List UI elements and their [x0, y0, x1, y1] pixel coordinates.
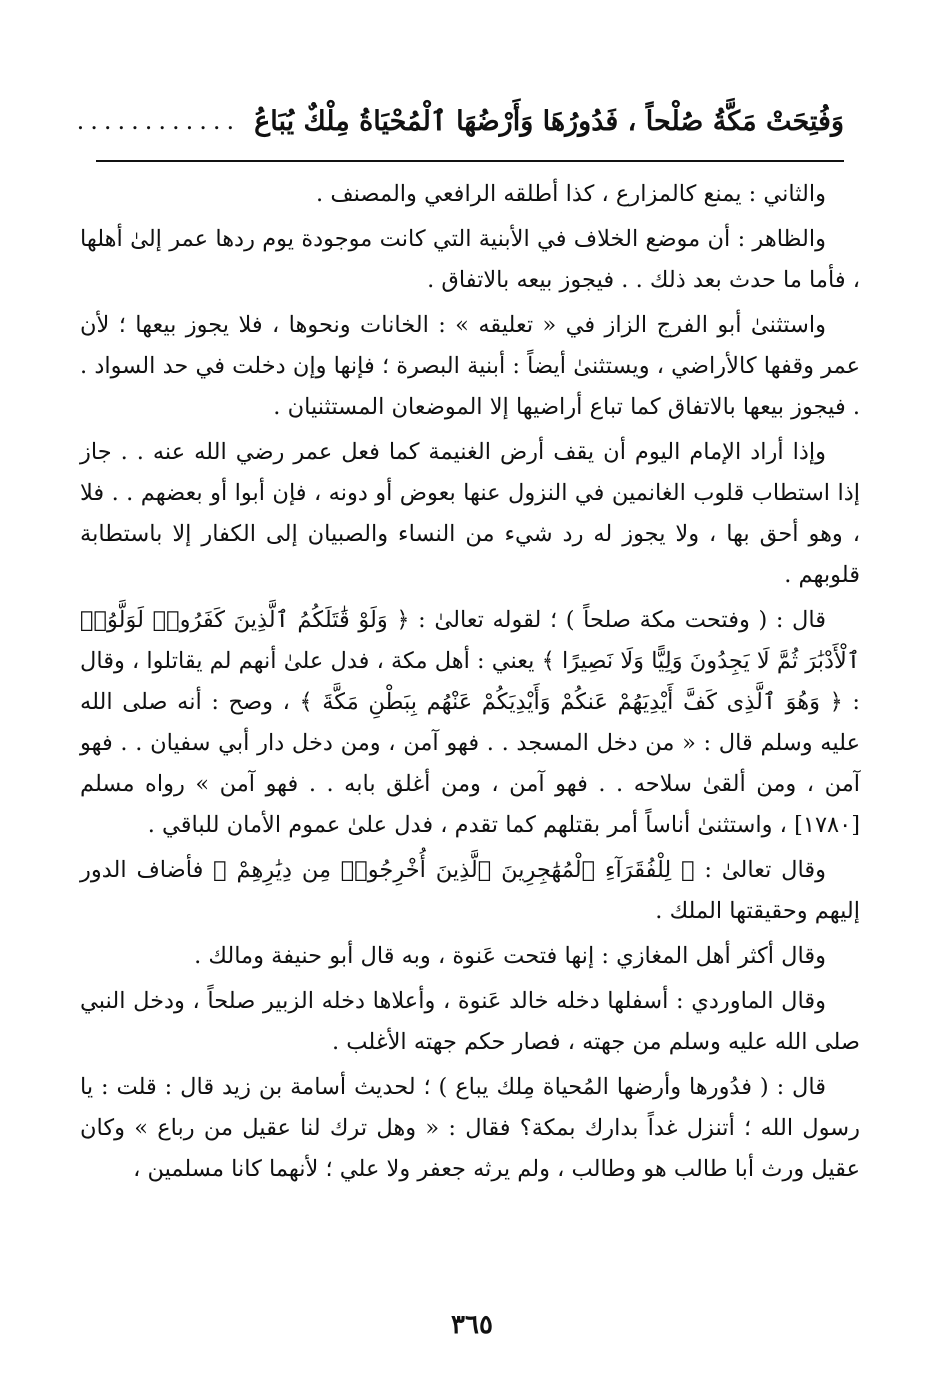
paragraph: [80, 936, 860, 977]
running-header: [76, 96, 844, 146]
paragraph-text: والثاني : يمنع كالمزارع ، كذا أطلقه الرافعي والمصنف .: [316, 181, 826, 207]
paragraph: [80, 1067, 860, 1190]
paragraph-text: والظاهر : أن موضع الخلاف في الأبنية التي كانت موجودة يوم ردها عمر إلىٰ أهلها ، فأما ما حدث بعد ذلك . . فيجوز بيعه بالاتفاق .: [80, 226, 860, 293]
paragraph-text: واستثنىٰ أبو الفرج الزاز في « تعليقه » : الخانات ونحوها ، فلا يجوز بيعها ؛ لأن عمر وقفها كالأراضي ، ويستثنىٰ أيضاً : أبنية البصرة ؛ فإنها وإن دخلت في حد السواد . . فيجوز بيعها بالاتفاق كما تباع أراضيها إلا الموضعان المستثنيان .: [80, 312, 860, 420]
paragraph: [80, 174, 860, 215]
paragraph-text: وقال الماوردي : أسفلها دخله خالد عَنوة ، وأعلاها دخله الزبير صلحاً ، ودخل النبي صلى الله عليه وسلم من جهته ، فصار حكم جهته الأغلب .: [80, 988, 860, 1055]
paragraph-text: وإذا أراد الإمام اليوم أن يقف أرض الغنيمة كما فعل عمر رضي الله عنه . . جاز إذا استطاب قلوب الغانمين في النزول عنها بعوض أو دونه ، فإن أبوا أو بعضهم . . فلا ، وهو أحق بها ، ولا يجوز له رد شيء من النساء والصبيان إلى الكفار إلا باستطابة قلوبهم .: [80, 439, 860, 588]
header-leader-dots: ............: [76, 107, 241, 135]
body-text: [80, 174, 860, 1194]
header-title: وَفُتِحَتْ مَكَّةُ صُلْحاً ، فَدُورُهَا وَأَرْضُهَا ٱلْمُحْيَاةُ مِلْكٌ يُبَاعُ: [254, 105, 844, 137]
paragraph: [80, 600, 860, 846]
paragraph: [80, 432, 860, 596]
page-number: ٣٦٥: [451, 1310, 493, 1340]
paragraph: [80, 305, 860, 428]
header-rule: [96, 160, 844, 162]
paragraph: [80, 850, 860, 932]
paragraph: [80, 981, 860, 1063]
paragraph-text: وقال تعالىٰ : ﴿ لِلْفُقَرَآءِ ٱلْمُهَٰجِرِينَ ٱلَّذِينَ أُخْرِجُوا۟ مِن دِيَٰرِهِمْ ﴾ فأضاف الدور إليهم وحقيقتها الملك .: [80, 857, 860, 924]
paragraph-text: قال : ( فدُورها وأرضها المُحياة مِلك يباع ) ؛ لحديث أسامة بن زيد قال : قلت : يا رسول الله ؛ أتنزل غداً بدارك بمكة؟ فقال : « وهل ترك لنا عقيل من رباع » وكان عقيل ورث أبا طالب هو وطالب ، ولم يرثه جعفر ولا علي ؛ لأنهما كانا مسلمين ،: [80, 1074, 860, 1182]
paragraph-text: وقال أكثر أهل المغازي : إنها فتحت عَنوة ، وبه قال أبو حنيفة ومالك .: [194, 943, 826, 969]
paragraph: [80, 219, 860, 301]
paragraph-text: قال : ( وفتحت مكة صلحاً ) ؛ لقوله تعالىٰ : ﴿ وَلَوْ قَٰتَلَكُمُ ٱلَّذِينَ كَفَرُوا۟ لَوَلَّوُا۟ ٱلْأَدْبَٰرَ ثُمَّ لَا يَجِدُونَ وَلِيًّا وَلَا نَصِيرًا ﴾ يعني : أهل مكة ، فدل علىٰ أنهم لم يقاتلوا ، وقال : ﴿ وَهُوَ ٱلَّذِى كَفَّ أَيْدِيَهُمْ عَنكُمْ وَأَيْدِيَكُمْ عَنْهُم بِبَطْنِ مَكَّةَ ﴾ ، وصح : أنه صلى الله عليه وسلم قال : « من دخل المسجد . . فهو آمن ، ومن دخل دار أبي سفيان . . فهو آمن ، ومن ألقىٰ سلاحه . . فهو آمن ، ومن أغلق بابه . . فهو آمن » رواه مسلم [١٧٨٠] ، واستثنىٰ أناساً أمر بقتلهم كما تقدم ، فدل علىٰ عموم الأمان للباقي .: [80, 607, 860, 838]
